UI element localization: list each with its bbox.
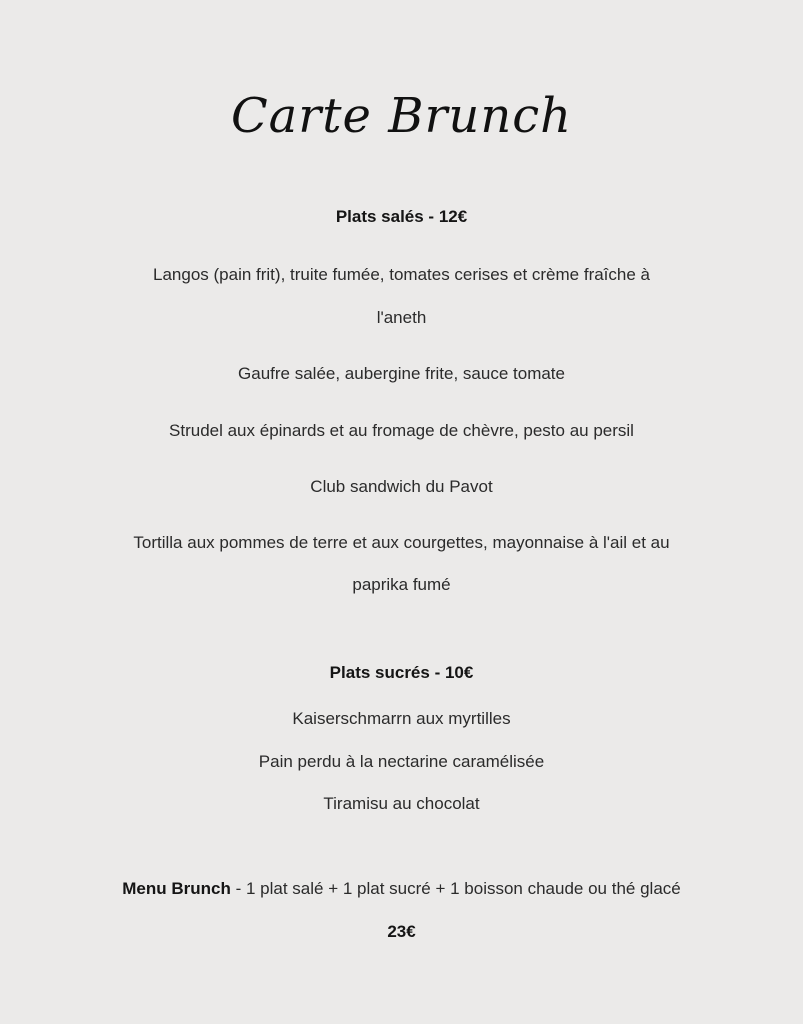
sweet-item-2: Pain perdu à la nectarine caramélisée: [258, 752, 545, 771]
savory-heading: Plats salés - 12€: [335, 207, 468, 226]
savory-item-4: Club sandwich du Pavot: [310, 477, 493, 496]
savory-item-1-line-1: Langos (pain frit), truite fumée, tomates cerises et crème fraîche à: [153, 265, 650, 284]
sweet-item-1: Kaiserschmarrn aux myrtilles: [292, 709, 511, 728]
menu-brunch-description: - 1 plat salé + 1 plat sucré + 1 boisson chaude ou thé glacé: [230, 879, 681, 898]
menu-brunch-line: [0, 877, 803, 901]
menu-brunch-price: 23€: [387, 922, 416, 941]
sweet-heading: Plats sucrés - 10€: [329, 663, 474, 682]
savory-item-3: Strudel aux épinards et au fromage de chèvre, pesto au persil: [169, 421, 634, 440]
savory-item-5-line-1: Tortilla aux pommes de terre et aux courgettes, mayonnaise à l'ail et au: [133, 533, 670, 552]
page-title: Carte Brunch: [230, 88, 573, 144]
savory-item-2: Gaufre salée, aubergine frite, sauce tomate: [238, 364, 565, 383]
sweet-item-3: Tiramisu au chocolat: [323, 794, 480, 813]
savory-item-5-line-2: paprika fumé: [352, 575, 451, 594]
savory-item-1-line-2: l'aneth: [376, 308, 427, 327]
menu-brunch-label: Menu Brunch: [122, 879, 231, 898]
